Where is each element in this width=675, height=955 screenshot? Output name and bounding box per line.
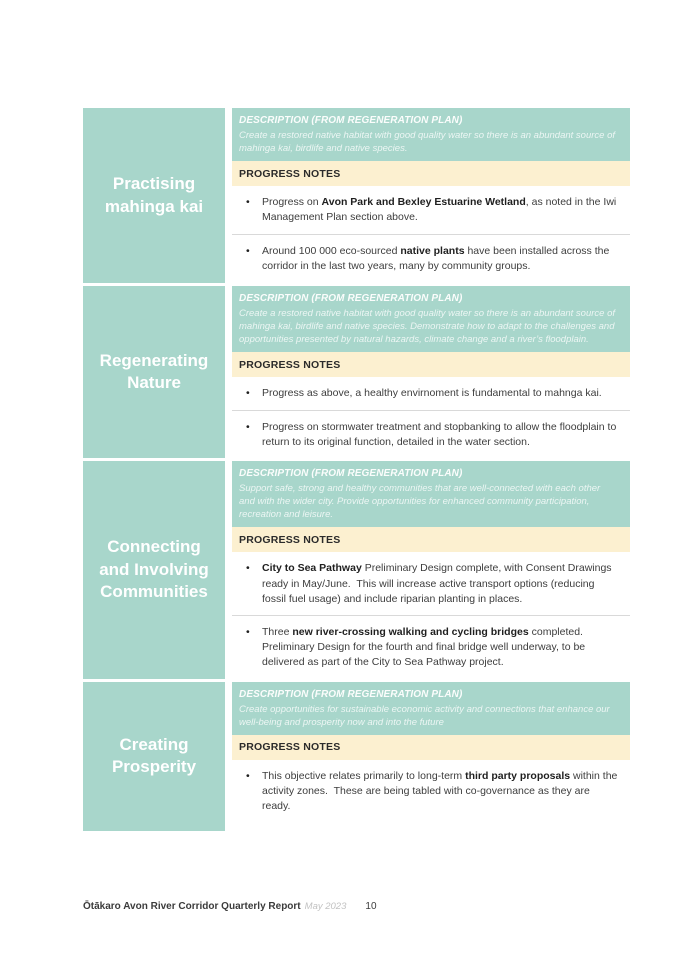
progress-note-item <box>232 615 630 679</box>
progress-note-text: City to Sea Pathway Preliminary Design complete, with Consent Drawings ready in May/June. This will increase active transport options (reducing fossil fuel usage) and include riparian planting in places. <box>262 562 615 605</box>
bullet-icon: • <box>246 420 250 433</box>
objectives-table <box>83 108 630 834</box>
objective-details-cell <box>232 286 630 458</box>
objective-title: Regenerating Nature <box>99 350 209 392</box>
objective-section <box>83 682 630 831</box>
objective-title: Creating Prosperity <box>111 734 197 777</box>
progress-notes-header: PROGRESS NOTES <box>232 735 630 760</box>
progress-note-text: Around 100 000 eco-sourced native plants have been installed across the corridor in the last two years, many by community groups. <box>262 244 613 272</box>
description-heading: DESCRIPTION (FROM REGENERATION PLAN) <box>239 467 463 479</box>
progress-notes-list <box>232 760 630 831</box>
footer-report-title: Ōtākaro Avon River Corridor Quarterly Report <box>83 901 301 912</box>
progress-note-text: Progress as above, a healthy envirnoment is fundamental to mahnga kai. <box>262 387 602 400</box>
bullet-icon: • <box>246 387 250 400</box>
footer-report-date: May 2023 <box>304 901 347 912</box>
description-text: Support safe, strong and healthy communities that are well-connected with each other and with the wider city. Provide opportunities for enhanced community participation, recreation and leisure. <box>239 482 601 521</box>
objective-title-cell <box>83 286 225 458</box>
progress-note-text: Three new river-crossing walking and cycling bridges completed. Preliminary Design for the fourth and final bridge well underway, to be delivered as part of the City to Sea Pathway project. <box>262 625 589 669</box>
objective-details-cell <box>232 108 630 283</box>
description-block <box>232 286 630 352</box>
description-heading: DESCRIPTION (FROM REGENERATION PLAN) <box>239 115 463 126</box>
objective-title-cell <box>83 461 225 679</box>
progress-note-text: Progress on Avon Park and Bexley Estuarine Wetland, as noted in the Iwi Management Plan section above. <box>262 196 620 224</box>
description-block <box>232 682 630 735</box>
progress-note-item <box>232 377 630 409</box>
progress-note-item <box>232 186 630 233</box>
objective-section <box>83 108 630 283</box>
progress-note-item <box>232 760 630 823</box>
page-footer <box>83 901 377 912</box>
objective-title-cell <box>83 682 225 831</box>
objective-title: Practising mahinga kai <box>104 174 204 216</box>
description-text: Create a restored native habitat with good quality water so there is an abundant source of mahinga kai, birdlife and native species. <box>239 130 616 155</box>
objective-details-cell <box>232 461 630 679</box>
bullet-icon: • <box>246 769 250 782</box>
progress-notes-list <box>232 552 630 678</box>
progress-note-item <box>232 552 630 615</box>
bullet-icon: • <box>246 562 250 575</box>
progress-notes-header: PROGRESS NOTES <box>232 527 630 552</box>
description-heading: DESCRIPTION (FROM REGENERATION PLAN) <box>239 293 463 304</box>
objective-title-cell <box>83 108 225 283</box>
description-block <box>232 108 630 161</box>
description-heading: DESCRIPTION (FROM REGENERATION PLAN) <box>239 688 463 700</box>
progress-notes-list <box>232 186 630 283</box>
bullet-icon: • <box>246 196 250 209</box>
description-text: Create opportunities for sustainable economic activity and connections that enhance our well-being and prosperity now and into the future <box>239 703 610 728</box>
objective-section <box>83 286 630 458</box>
objective-details-cell <box>232 682 630 831</box>
progress-note-text: This objective relates primarily to long-term third party proposals within the activity zones. These are being tabled with co-governance as they are ready. <box>262 769 621 813</box>
bullet-icon: • <box>246 244 250 257</box>
description-text: Create a restored native habitat with good quality water so there is an abundant source of mahinga kai, birdlife and native species. Demonstrate how to adapt to the challenges and opportunities presented by natural hazards, climate change and a river’s floodplain. <box>239 308 616 346</box>
objective-title: Connecting and Involving Communities <box>99 537 209 602</box>
progress-notes-header: PROGRESS NOTES <box>232 352 630 377</box>
progress-note-item <box>232 410 630 458</box>
progress-notes-header: PROGRESS NOTES <box>232 161 630 186</box>
progress-note-text: Progress on stormwater treatment and stopbanking to allow the floodplain to return to its original function, detailed in the water section. <box>262 420 620 448</box>
progress-notes-list <box>232 377 630 458</box>
objective-section <box>83 461 630 679</box>
bullet-icon: • <box>246 625 250 638</box>
progress-note-item <box>232 234 630 282</box>
description-block <box>232 461 630 527</box>
footer-page-number: 10 <box>365 901 377 912</box>
